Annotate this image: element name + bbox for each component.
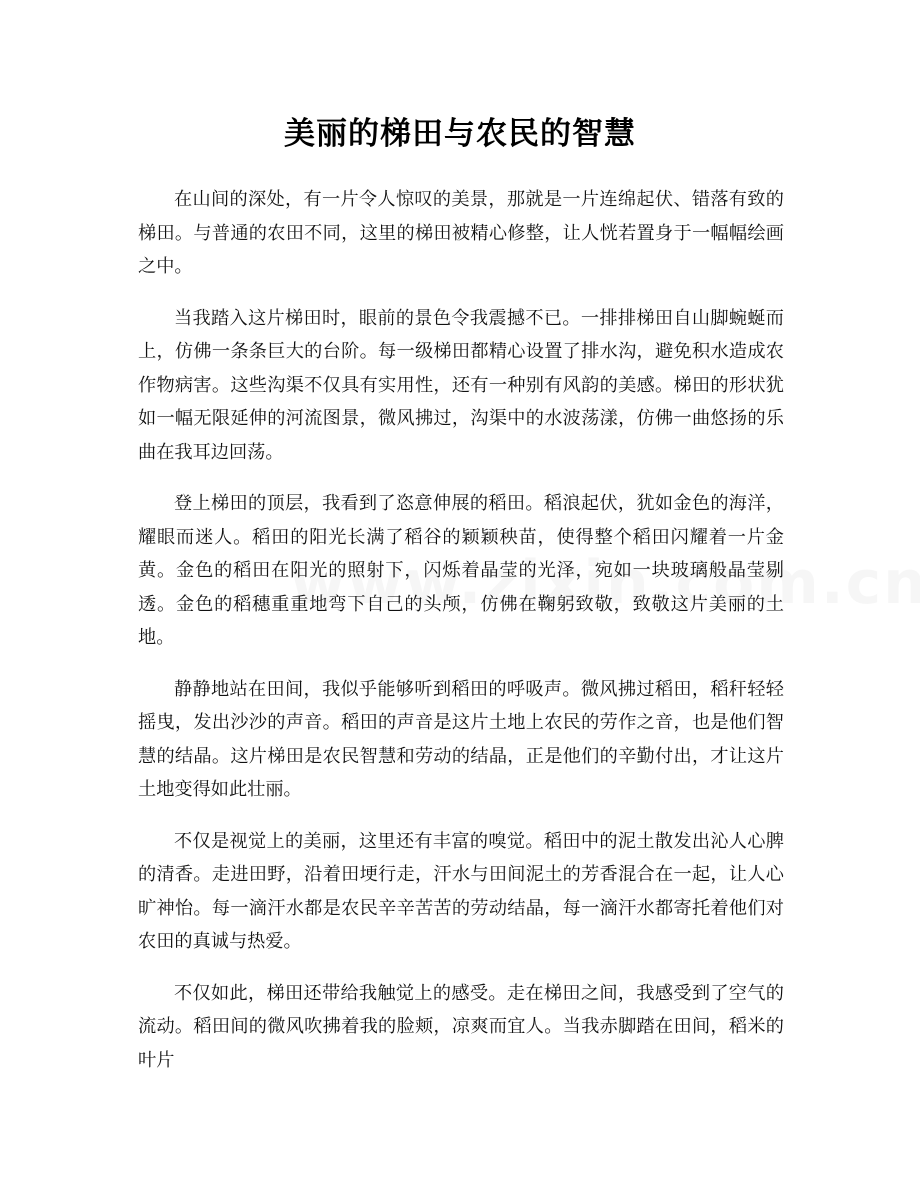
document-body <box>138 183 784 1095</box>
paragraph-4: 静静地站在田间，我似乎能够听到稻田的呼吸声。微风拂过稻田，稻秆轻轻摇曳，发出沙沙的声音。稻田的声音是这片土地上农民的劳作之音，也是他们智慧的结晶。这片梯田是农民智慧和劳动的结晶，正是他们的辛勤付出，才让这片土地变得如此壮丽。 <box>138 678 784 800</box>
paragraph-1: 在山间的深处，有一片令人惊叹的美景，那就是一片连绵起伏、错落有致的梯田。与普通的农田不同，这里的梯田被精心修整，让人恍若置身于一幅幅绘画之中。 <box>138 189 784 277</box>
paragraph-3: 登上梯田的顶层，我看到了恣意伸展的稻田。稻浪起伏，犹如金色的海洋，耀眼而迷人。稻田的阳光长满了稻谷的颖颖秧苗，使得整个稻田闪耀着一片金黄。金色的稻田在阳光的照射下，闪烁着晶莹的光泽，宛如一块玻璃般晶莹剔透。金色的稻穗重重地弯下自己的头颅，仿佛在鞠躬致敬，致敬这片美丽的土地。 <box>138 493 784 648</box>
paragraph-6: 不仅如此，梯田还带给我触觉上的感受。走在梯田之间，我感受到了空气的流动。稻田间的微风吹拂着我的脸颊，凉爽而宜人。当我赤脚踏在田间，稻米的叶片 <box>138 982 784 1071</box>
paragraph-2: 当我踏入这片梯田时，眼前的景色令我震撼不已。一排排梯田自山脚蜿蜒而上，仿佛一条条巨大的台阶。每一级梯田都精心设置了排水沟，避免积水造成农作物病害。这些沟渠不仅具有实用性，还有一种别有风韵的美感。梯田的形状犹如一幅无限延伸的河流图景，微风拂过，沟渠中的水波荡漾，仿佛一曲悠扬的乐曲在我耳边回荡。 <box>138 307 784 463</box>
paragraph-5: 不仅是视觉上的美丽，这里还有丰富的嗅觉。稻田中的泥土散发出沁人心脾的清香。走进田野，沿着田埂行走，汗水与田间泥土的芳香混合在一起，让人心旷神怡。每一滴汗水都是农民辛辛苦苦的劳动结晶，每一滴汗水都寄托着他们对农田的真诚与热爱。 <box>138 830 784 952</box>
document-title: 美丽的梯田与农民的智慧 <box>284 116 636 152</box>
